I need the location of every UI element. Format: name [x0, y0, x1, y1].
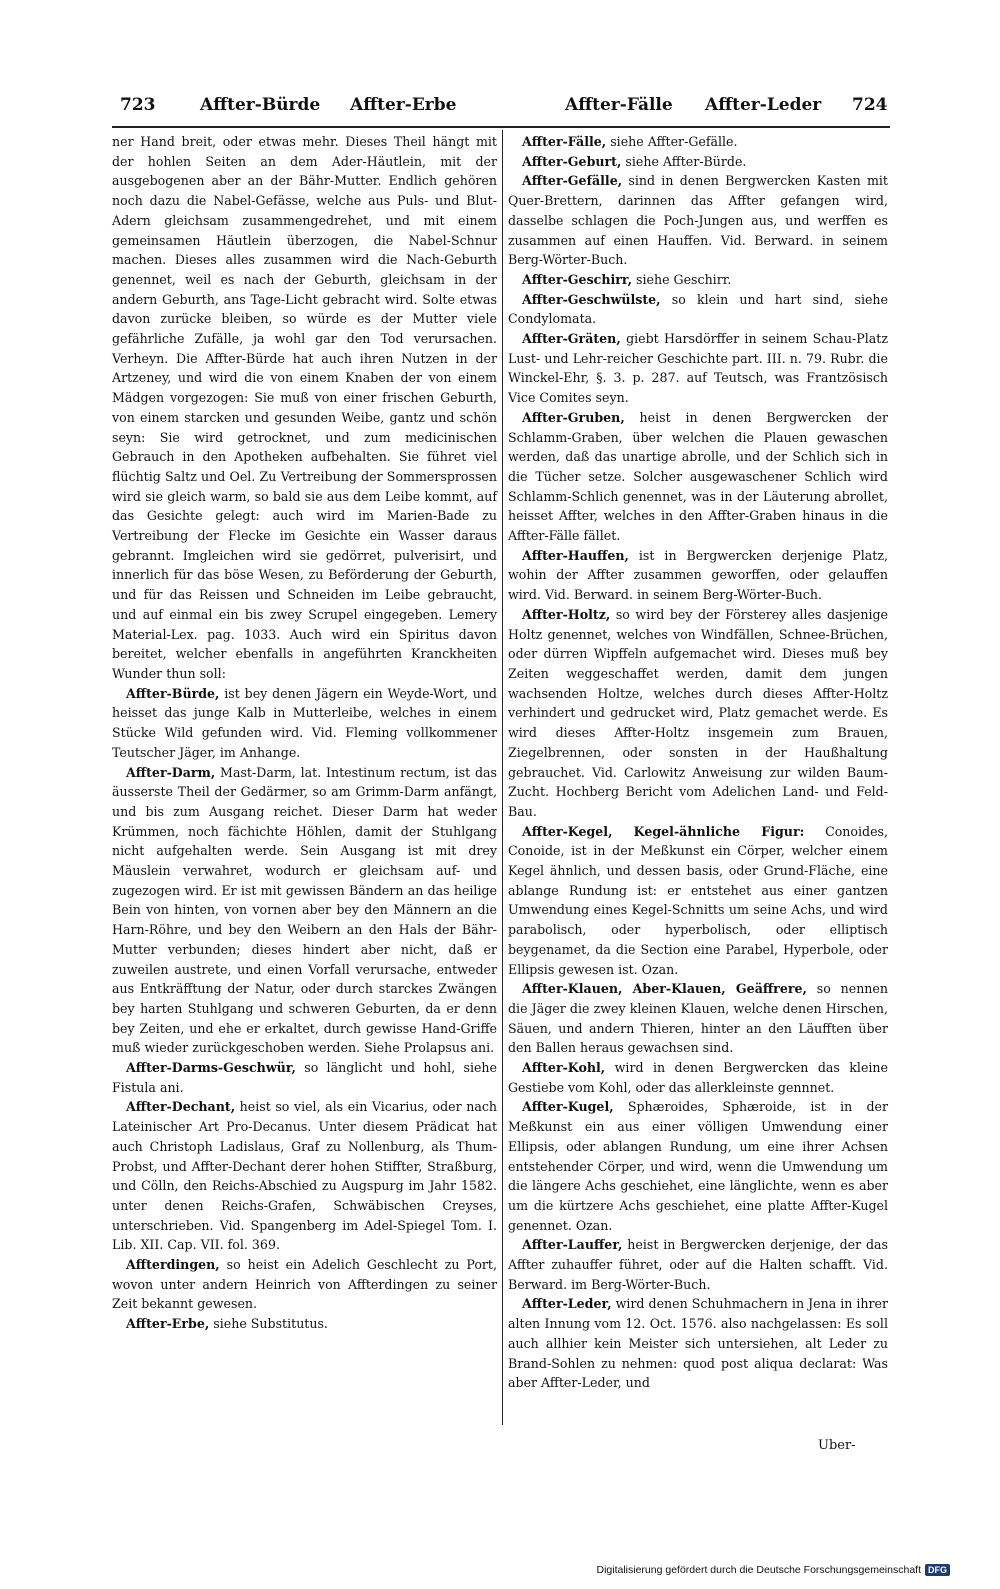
right-column	[508, 132, 888, 1393]
entry-headword: Affter-Darm,	[126, 764, 216, 780]
entry-headword: Affter-Dechant,	[126, 1099, 236, 1115]
entry-headword: Affter-Lauffer,	[522, 1237, 623, 1253]
entry-text: giebt Harsdörffer in seinem Schau-Platz Lust- und Lehr-reicher Geschichte part. III. n. 79. Rubr. die Winckel-Ehr, §. 3. p. 287. auf Teutsch, was Frantzösisch Vice Comites seyn.	[508, 331, 888, 406]
entry-text: ist bey denen Jägern ein Weyde-Wort, und heisset das junge Kalb in Mutterleibe, welches in einem Stücke Wild gefunden wird. Vid. Fleming vollkommener Teutscher Jäger, im Anhange.	[112, 685, 497, 760]
dictionary-entry	[112, 763, 497, 1059]
header-rule	[112, 126, 890, 128]
entry-headword: Affter-Gruben,	[522, 409, 625, 425]
page-number-right: 724	[852, 95, 888, 115]
header-word-left-1: Affter-Bürde	[200, 95, 321, 115]
dictionary-entry	[508, 1097, 888, 1235]
entry-text: so länglicht und hohl, siehe Fistula ani.	[112, 1060, 497, 1095]
dictionary-entry	[112, 132, 497, 684]
entry-headword: Affter-Holtz,	[522, 606, 611, 622]
dictionary-entry	[508, 152, 888, 172]
entry-text: so klein und hart sind, siehe Condylomata.	[508, 291, 888, 327]
dictionary-entry	[112, 684, 497, 763]
dictionary-entry	[508, 979, 888, 1058]
dfg-logo: DFG	[925, 1564, 950, 1576]
left-column	[112, 132, 497, 1334]
entry-headword: Affter-Bürde,	[126, 685, 220, 701]
dictionary-entry	[508, 605, 888, 822]
header-word-right-1: Affter-Fälle	[565, 95, 673, 115]
entry-headword: Affter-Erbe,	[126, 1316, 210, 1332]
entry-text: heist in denen Bergwercken der Schlamm-Graben, über welchen die Plauen gewaschen werden, daß das unartige abrolle, und der Schlich sich in die Tücher setze. Solcher ausgewaschener Schlich wird Schlamm-Schlich genennet, was in der Läuterung abrollet, heisset Affter, welches in den Affter-Graben hinaus in die Affter-Fälle fället.	[508, 409, 888, 544]
entry-headword: Affter-Hauffen,	[522, 547, 629, 563]
dictionary-entry	[508, 132, 888, 152]
entry-headword: Affter-Kugel,	[522, 1099, 614, 1115]
dictionary-entry	[112, 1314, 497, 1334]
entry-headword: Affter-Gräten,	[522, 331, 621, 347]
footer	[596, 1564, 950, 1576]
entry-headword: Affter-Kegel, Kegel-ähnliche Figur:	[522, 823, 805, 839]
dictionary-entry	[508, 1235, 888, 1294]
dictionary-entry	[508, 822, 888, 980]
entry-headword: Affter-Geschwülste,	[522, 291, 661, 307]
entry-headword: Affter-Fälle,	[522, 134, 607, 149]
entry-text: heist so viel, als ein Vicarius, oder nach Lateinischer Art Pro-Decanus. Unter diesem Prädicat hat auch Christoph Ladislaus, Graf zu Nollenburg, als Thum-Probst, und Affter-Dechant derer hohen Stiffter, Straßburg, und Cölln, den Reichs-Abschied zu Augspurg im Jahr 1582. unter denen Reichs-Grafen, Schwäbischen Creyses, unterschrieben. Vid. Spangenberg im Adel-Spiegel Tom. I. Lib. XII. Cap. VII. fol. 369.	[112, 1099, 497, 1253]
dictionary-entry	[508, 1294, 888, 1393]
entry-text: Sphæroides, Sphæroide, ist in der Meßkunst ein aus einer völligen Umwendung einer Ellipsis, oder ablangen Rundung, um eine ihrer Achsen entstehender Cörper, und wird, wenn die Umwendung um die längere Achs geschiehet, eine länglichte, wenn es aber um die kürtzere Achs geschiehet, eine platte Affter-Kugel genennet. Ozan.	[508, 1099, 888, 1233]
dictionary-entry	[508, 546, 888, 605]
entry-text: so wird bey der Försterey alles dasjenige Holtz genennet, welches von Windfällen, Schnee-Brüchen, oder dürren Wipffeln aufgemachet wird. Dieses muß bey Zeiten weggeschaffet werden, damit dem jungen wachsenden Holtze, welches durch dieses Affter-Holtz verhindert und gedrucket wird, Platz gemachet werde. Es wird dieses Affter-Holtz insgemein zum Brauen, Ziegelbrennen, oder sonsten in der Haußhaltung gebrauchet. Vid. Carlowitz Anweisung zur wilden Baum-Zucht. Hochberg Bericht vom Adelichen Land- und Feld-Bau.	[508, 606, 888, 819]
column-divider	[502, 130, 503, 1425]
dictionary-entry	[508, 270, 888, 290]
dictionary-entry	[508, 1058, 888, 1097]
header-word-left-2: Affter-Erbe	[350, 95, 457, 115]
entry-text: ist in Bergwercken derjenige Platz, wohin der Affter zusammen geworffen, oder gelauffen wird. Vid. Berward. in seinem Berg-Wörter-Buch.	[508, 547, 889, 603]
entry-text: siehe Affter-Gefälle.	[610, 134, 738, 149]
entry-headword: Affter-Kohl,	[522, 1060, 606, 1076]
entry-headword: Affter-Geburt,	[522, 153, 622, 169]
header-word-right-2: Affter-Leder	[705, 95, 822, 115]
entry-text: siehe Substitutus.	[213, 1316, 328, 1332]
entry-text: wird in denen Bergwercken das kleine Gestiebe vom Kohl, oder das allerkleinste gennnet.	[508, 1060, 888, 1095]
catchword: Uber-	[818, 1438, 856, 1453]
dictionary-entry	[508, 329, 888, 408]
entry-headword: Affter-Geschirr,	[522, 271, 633, 287]
entry-text: so heist ein Adelich Geschlecht zu Port, wovon unter andern Heinrich von Affterdingen zu seiner Zeit bekannt gewesen.	[112, 1257, 497, 1312]
entry-text: heist in Bergwercken derjenige, der das Affter zuhauffer führet, oder auf die Halten schafft. Vid. Berward. im Berg-Wörter-Buch.	[508, 1237, 888, 1292]
entry-headword: Affter-Leder,	[522, 1296, 612, 1312]
entry-text: sind in denen Bergwercken Kasten mit Quer-Brettern, darinnen das Affter gefangen wird, dasselbe schlagen die Poch-Jungen aus, und werffen es zusammen auf einen Hauffen. Vid. Berward. in seinem Berg-Wörter-Buch.	[508, 173, 888, 268]
entry-text: Mast-Darm, lat. Intestinum rectum, ist das äusserste Theil der Gedärmer, so am Grimm-Darm anfängt, und bis zum Ausgang reichet. Dieser Darm hat weder Krümmen, noch fächichte Höhlen, damit der Stuhlgang nicht aufgehalten werde. Sein Ausgang ist mit drey Mäuslein verwahret, wodurch er gleichsam auf- und zugezogen wird. Er ist mit gewissen Bändern an das heilige Bein von hinten, von vornen aber bey den Männern an die Harn-Röhre, und bey den Weibern an den Hals der Bähr-Mutter verbunden; dieses hindert aber nicht, daß er zuweilen austrete, und einen Vorfall verursache, entweder aus Entkräfftung der Natur, oder durch starckes Zwängen bey harten Stuhlgang und schweren Geburten, da er denn bey Zeiten, und ehe er erkaltet, durch gewisse Hand-Griffe muß wieder zurückgeschoben werden. Siehe Prolapsus ani.	[112, 764, 497, 1056]
dictionary-entry	[508, 171, 888, 270]
entry-headword: Affter-Gefälle,	[522, 173, 623, 189]
dictionary-entry	[508, 408, 888, 546]
dictionary-entry	[112, 1058, 497, 1097]
running-header	[120, 95, 890, 125]
funding-note: Digitalisierung gefördert durch die Deutsche Forschungsgemeinschaft	[596, 1564, 921, 1576]
entry-text: ner Hand breit, oder etwas mehr. Dieses Theil hängt mit der hohlen Seiten an dem Ader-Häutlein, mit der ausgebogenen aber an der Bähr-Mutter. Endlich gehören noch dazu die Nabel-Gefässe, welche aus Puls- und Blut-Adern gleichsam zusammengedrehet, und mit einem gemeinsamen Häutlein überzogen, die Nabel-Schnur machen. Dieses alles zusammen wird die Nach-Geburth genennet, weil es nach der Geburth, gleichsam in der andern Geburth, ans Tage-Licht gebracht wird. Solte etwas davon zurücke bleiben, so würde es der Mutter viele gefährliche Zufälle, ja wohl gar den Tod verursachen. Verheyn. Die Affter-Bürde hat auch ihren Nutzen in der Artzeney, und wird die von einem Knaben der von einem Mädgen vorgezogen: Sie muß von einer frischen Geburth, von einem starcken und gesunden Weibe, gantz und schön seyn: Sie wird getrocknet, und zum medicinischen Gebrauch in den Apotheken aufbehalten. Sie führet viel flüchtig Saltz und Oel. Zu Vertreibung der Sommersprossen wird sie gleich warm, so bald sie aus dem Leibe kommt, auf das Gesichte gelegt: auch wird im Marien-Bade zu Vertreibung der Flecke im Gesichte ein Wasser daraus gebrannt. Imgleichen wird sie gedörret, pulverisirt, und innerlich für das böse Wesen, zu Beförderung der Geburth, und für das Reissen und Schneiden im Leibe gebraucht, und auf einmal ein bis zwey Scrupel eingegeben. Lemery Material-Lex. pag. 1033. Auch wird ein Spiritus davon bereitet, welcher ebenfalls in angeführten Kranckheiten Wunder thun soll:	[112, 134, 497, 681]
entry-headword: Affter-Darms-Geschwür,	[126, 1060, 296, 1076]
entry-text: wird denen Schuhmachern in Jena in ihrer alten Innung vom 12. Oct. 1576. also nachgelassen: Es soll auch allhier kein Meister sich untersiehen, alt Leder zu Brand-Sohlen zu nehmen: quod post aliqua declarat: Was aber Affter-Leder, und	[508, 1296, 888, 1391]
dictionary-entry	[112, 1097, 497, 1255]
dictionary-entry	[508, 290, 888, 329]
dictionary-entry	[112, 1255, 497, 1314]
entry-text: siehe Affter-Bürde.	[625, 153, 747, 169]
entry-text: siehe Geschirr.	[636, 271, 732, 287]
entry-headword: Affterdingen,	[126, 1257, 220, 1273]
entry-text: Conoides, Conoide, ist in der Meßkunst ein Cörper, welcher einem Kegel ähnlich, und dessen basis, oder Grund-Fläche, eine ablange Rundung ist: er entstehet aus einer gantzen Umwendung eines Kegel-Schnitts um seine Achs, und wird parabolisch, oder hyperbolisch, oder elliptisch beygenamet, da die Section eine Parabel, Hyperbole, oder Ellipsis gewesen ist. Ozan.	[508, 823, 888, 977]
entry-text: so nennen die Jäger die zwey kleinen Klauen, welche denen Hirschen, Säuen, und andern Thieren, hinter an den Läufften über den Ballen heraus gewachsen sind.	[508, 981, 888, 1056]
page-number-left: 723	[120, 95, 156, 115]
entry-headword: Affter-Klauen, Aber-Klauen, Geäffrere,	[522, 981, 807, 997]
